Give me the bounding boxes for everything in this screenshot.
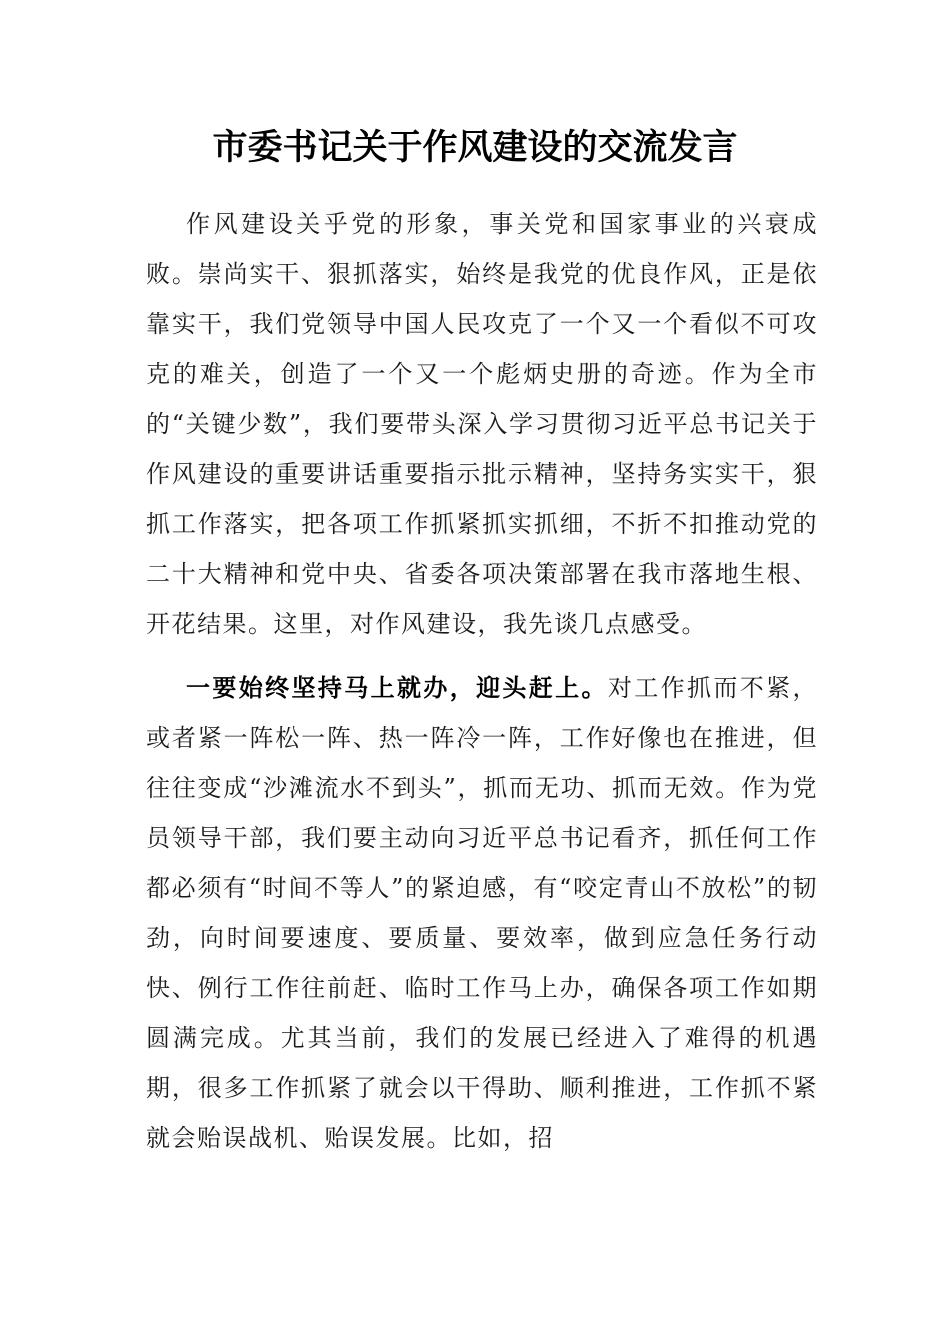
document-title: 市委书记关于作风建设的交流发言 bbox=[212, 127, 738, 168]
document-body bbox=[146, 199, 818, 1163]
paragraph-text: 作风建设关乎党的形象，事关党和国家事业的兴衰成败。崇尚实干、狠抓落实，始终是我党的优良作风，正是依靠实干，我们党领导中国人民攻克了一个又一个看似不可攻克的难关，创造了一个又一个彪炳史册的奇迹。作为全市的“关键少数”，我们要带头深入学习贯彻习近平总书记关于作风建设的重要讲话重要指示批示精神，坚持务实实干，狠抓工作落实，把各项工作抓紧抓实抓细，不折不扣推动党的二十大精神和党中央、省委各项决策部署在我市落地生根、开花结果。这里，对作风建设，我先谈几点感受。 bbox=[146, 210, 818, 638]
paragraph-text: 对工作抓而不紧，或者紧一阵松一阵、热一阵冷一阵，工作好像也在推进，但往往变成“沙滩流水不到头”，抓而无功、抓而无效。作为党员领导干部，我们要主动向习近平总书记看齐，抓任何工作都必须有“时间不等人”的紧迫感，有“咬定青山不放松”的韧劲，向时间要速度、要质量、要效率，做到应急任务行动快、例行工作往前赶、临时工作马上办，确保各项工作如期圆满完成。尤其当前，我们的发展已经进入了难得的机遇期，很多工作抓紧了就会以干得助、顺利推进，工作抓不紧就会贻误战机、贻误发展。比如，招 bbox=[146, 674, 819, 1152]
paragraph-point-one bbox=[146, 663, 818, 1163]
paragraph-intro bbox=[146, 199, 818, 649]
paragraph-lead: 一要始终坚持马上就办，迎头赶上。 bbox=[186, 673, 608, 702]
